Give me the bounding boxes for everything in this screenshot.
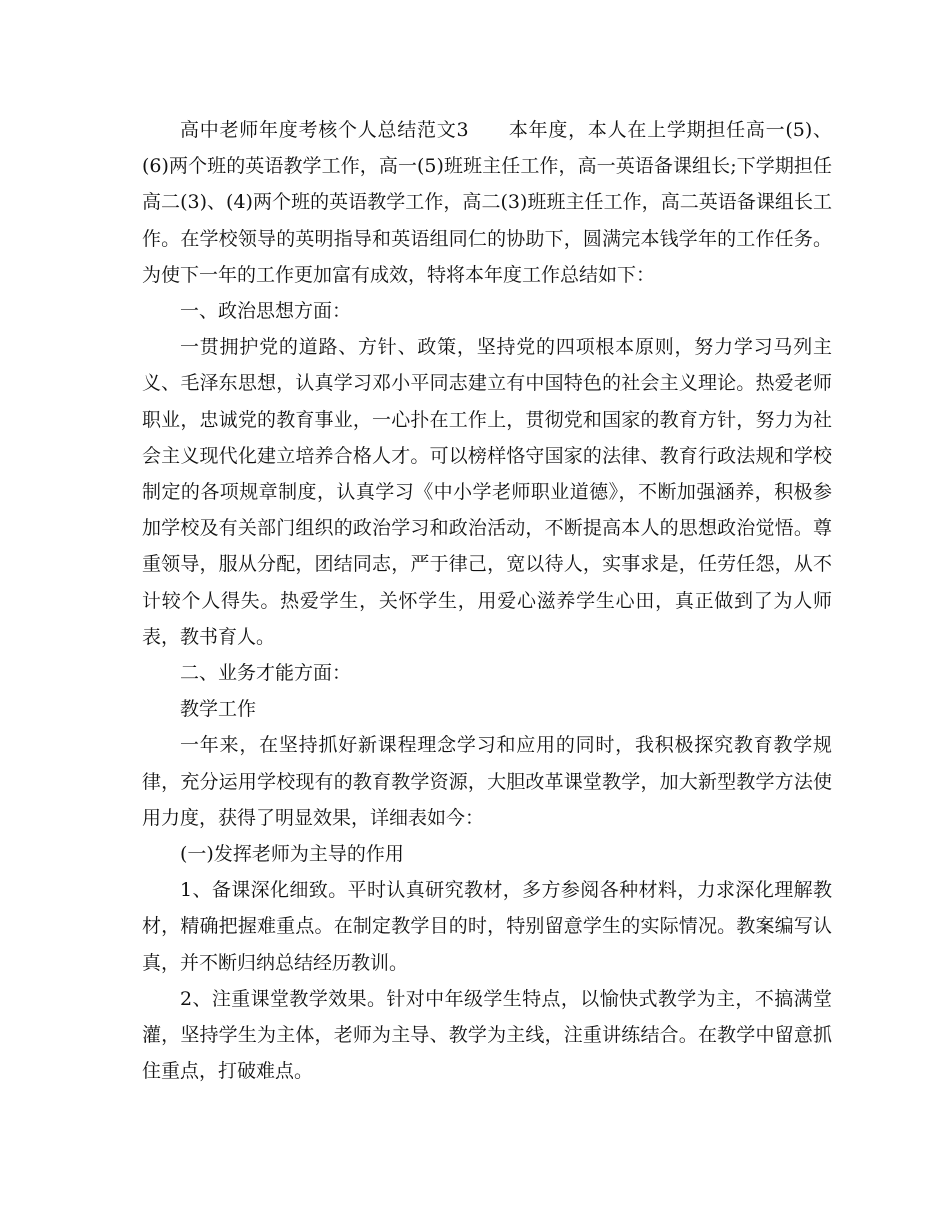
document-body xyxy=(142,112,832,1089)
lesson-prep-paragraph: 1、备课深化细致。平时认真研究教材，多方参阅各种材料，力求深化理解教材，精确把握难重点。在制定教学目的时，特别留意学生的实际情况。教案编写认真，并不断归纳总结经历教训。 xyxy=(142,879,832,974)
political-paragraph: 一贯拥护党的道路、方针、政策，坚持党的四项根本原则，努力学习马列主义、毛泽东思想，认真学习邓小平同志建立有中国特色的社会主义理论。热爱老师职业，忠诚党的教育事业，一心扑在工作上，贯彻党和国家的教育方针，努力为社会主义现代化建立培养合格人才。可以榜样恪守国家的法律、教育行政法规和学校制定的各项规章制度，认真学习《中小学老师职业道德》，不断加强涵养，积极参加学校及有关部门组织的政治学习和政治活动，不断提高本人的思想政治觉悟。尊重领导，服从分配，团结同志，严于律己，宽以待人，实事求是，任劳任怨，从不计较个人得失。热爱学生，关怀学生，用爱心滋养学生心田，真正做到了为人师表，教书育人。 xyxy=(142,336,832,648)
intro-paragraph: 高中老师年度考核个人总结范文3 本年度，本人在上学期担任高一(5)、(6)两个班的英语教学工作，高一(5)班班主任工作，高一英语备课组长;下学期担任高二(3)、(4)两个班的英语教学工作，高二(3)班班主任工作，高二英语备课组长工作。在学校领导的英明指导和英语组同仁的协助下，圆满完本钱学年的工作任务。为使下一年的工作更加富有成效，特将本年度工作总结如下： xyxy=(142,119,832,286)
subheading-teacher-role: (一)发挥老师为主导的作用 xyxy=(180,843,404,866)
section-heading-professional: 二、业务才能方面： xyxy=(180,662,352,685)
section-heading-political: 一、政治思想方面： xyxy=(180,300,352,323)
teaching-paragraph: 一年来，在坚持抓好新课程理念学习和应用的同时，我积极探究教育教学规律，充分运用学校现有的教育教学资源，大胆改革课堂教学，加大新型教学方法使用力度，获得了明显效果，详细表如今： xyxy=(142,734,832,829)
classroom-effect-paragraph: 2、注重课堂教学效果。针对中年级学生特点，以愉快式教学为主，不搞满堂灌，坚持学生为主体，老师为主导、教学为主线，注重讲练结合。在教学中留意抓住重点，打破难点。 xyxy=(142,987,832,1083)
subheading-teaching-work: 教学工作 xyxy=(180,698,257,721)
